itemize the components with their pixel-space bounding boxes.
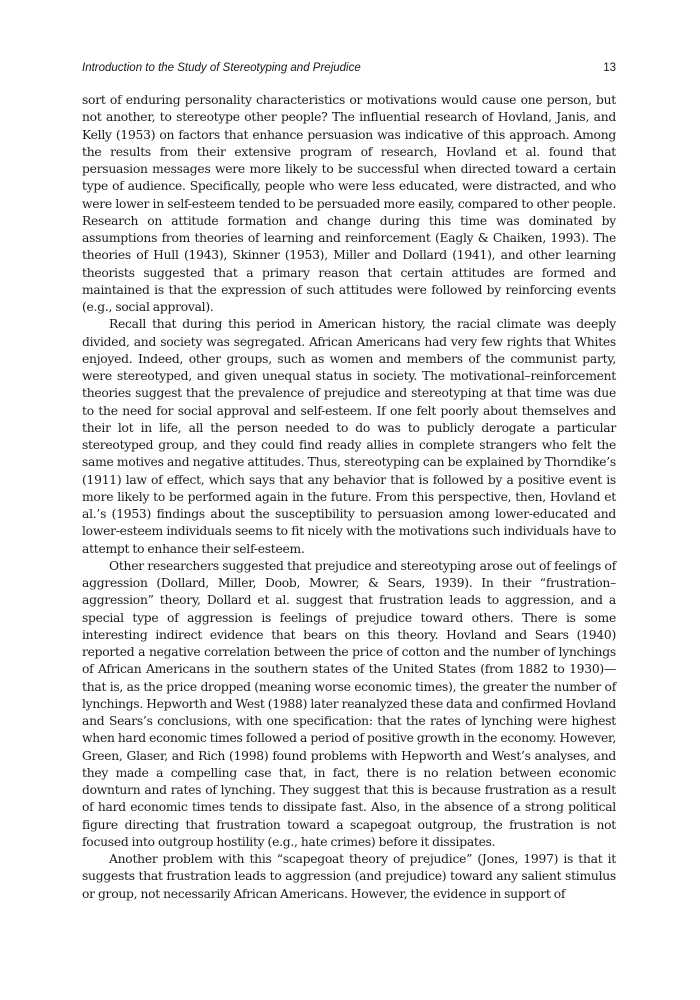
- page-number: 13: [603, 62, 616, 74]
- paragraph-racial-climate: Recall that during this period in American history, the racial climate was deeply divided, and society was segregated. African Americans had very few rights that Whites enjoyed. Indeed, other groups, such as women and members of the communist party, were stereotyped, and given unequal status in society. The motivational–reinforcement theories suggest that the prevalence of prejudice and stereotyping at that time was due to the need for social approval and self-esteem. If one felt poorly about themselves and their lot in life, all the person needed to do was to publicly derogate a particular stereotyped group, and they could find ready allies in complete strangers who felt the same motives and negative attitudes. Thus, stereotyping can be explained by Thorndike’s (1911) law of effect, which says that any behavior that is followed by a positive event is more likely to be performed again in the future. From this perspective, then, Hovland et al.’s (1953) findings about the susceptibility to persuasion among lower-educated and lower-esteem individuals seems to fit nicely with the motivations such individuals have to attempt to enhance their self-esteem.: [82, 317, 616, 556]
- paragraph-scapegoat-theory: Another problem with this “scapegoat theory of prejudice” (Jones, 1997) is that it suggests that frustration leads to aggression (and prejudice) toward any salient stimulus or group, not necessarily African Americans. However, the evidence in support of: [82, 852, 616, 901]
- running-header: [82, 62, 616, 80]
- paragraph-continuation: sort of enduring personality characteristics or motivations would cause one person, but not another, to stereotype other people? The influential research of Hovland, Janis, and Kelly (1953) on factors that enhance persuasion was indicative of this approach. Among the results from their extensive program of research, Hovland et al. found that persuasion messages were more likely to be successful when directed toward a certain type of audience. Specifically, people who were less educated, were distracted, and who were lower in self-esteem tended to be persuaded more easily, compared to other people. Research on attitude formation and change during this time was dominated by assumptions from theories of learning and reinforcement (Eagly & Chaiken, 1993). The theories of Hull (1943), Skinner (1953), Miller and Dollard (1941), and other learning theorists suggested that a primary reason that certain attitudes are formed and maintained is that the expression of such attitudes were followed by reinforcing events (e.g., social approval).: [82, 93, 616, 314]
- body-text: [82, 92, 616, 903]
- paragraph-frustration-aggression: Other researchers suggested that prejudice and stereotyping arose out of feelings of aggression (Dollard, Miller, Doob, Mowrer, & Sears, 1939). In their “frustration–aggression” theory, Dollard et al. suggest that frustration leads to aggression, and a special type of aggression is feelings of prejudice toward others. There is some interesting indirect evidence that bears on this theory. Hovland and Sears (1940) reported a negative correlation between the price of cotton and the number of lynchings of African Americans in the southern states of the United States (from 1882 to 1930)—that is, as the price dropped (meaning worse economic times), the greater the number of lynchings. Hepworth and West (1988) later reanalyzed these data and confirmed Hovland and Sears’s conclusions, with one specification: that the rates of lynching were highest when hard economic times followed a period of positive growth in the economy. However, Green, Glaser, and Rich (1998) found problems with Hepworth and West’s analyses, and they made a compelling case that, in fact, there is no relation between economic downturn and rates of lynching. They suggest that this is because frustration as a result of hard economic times tends to dissipate fast. Also, in the absence of a strong political figure directing that frustration toward a scapegoat outgroup, the frustration is not focused into outgroup hostility (e.g., hate crimes) before it dissipates.: [82, 558, 616, 849]
- running-title: Introduction to the Study of Stereotyping and Prejudice: [82, 62, 361, 74]
